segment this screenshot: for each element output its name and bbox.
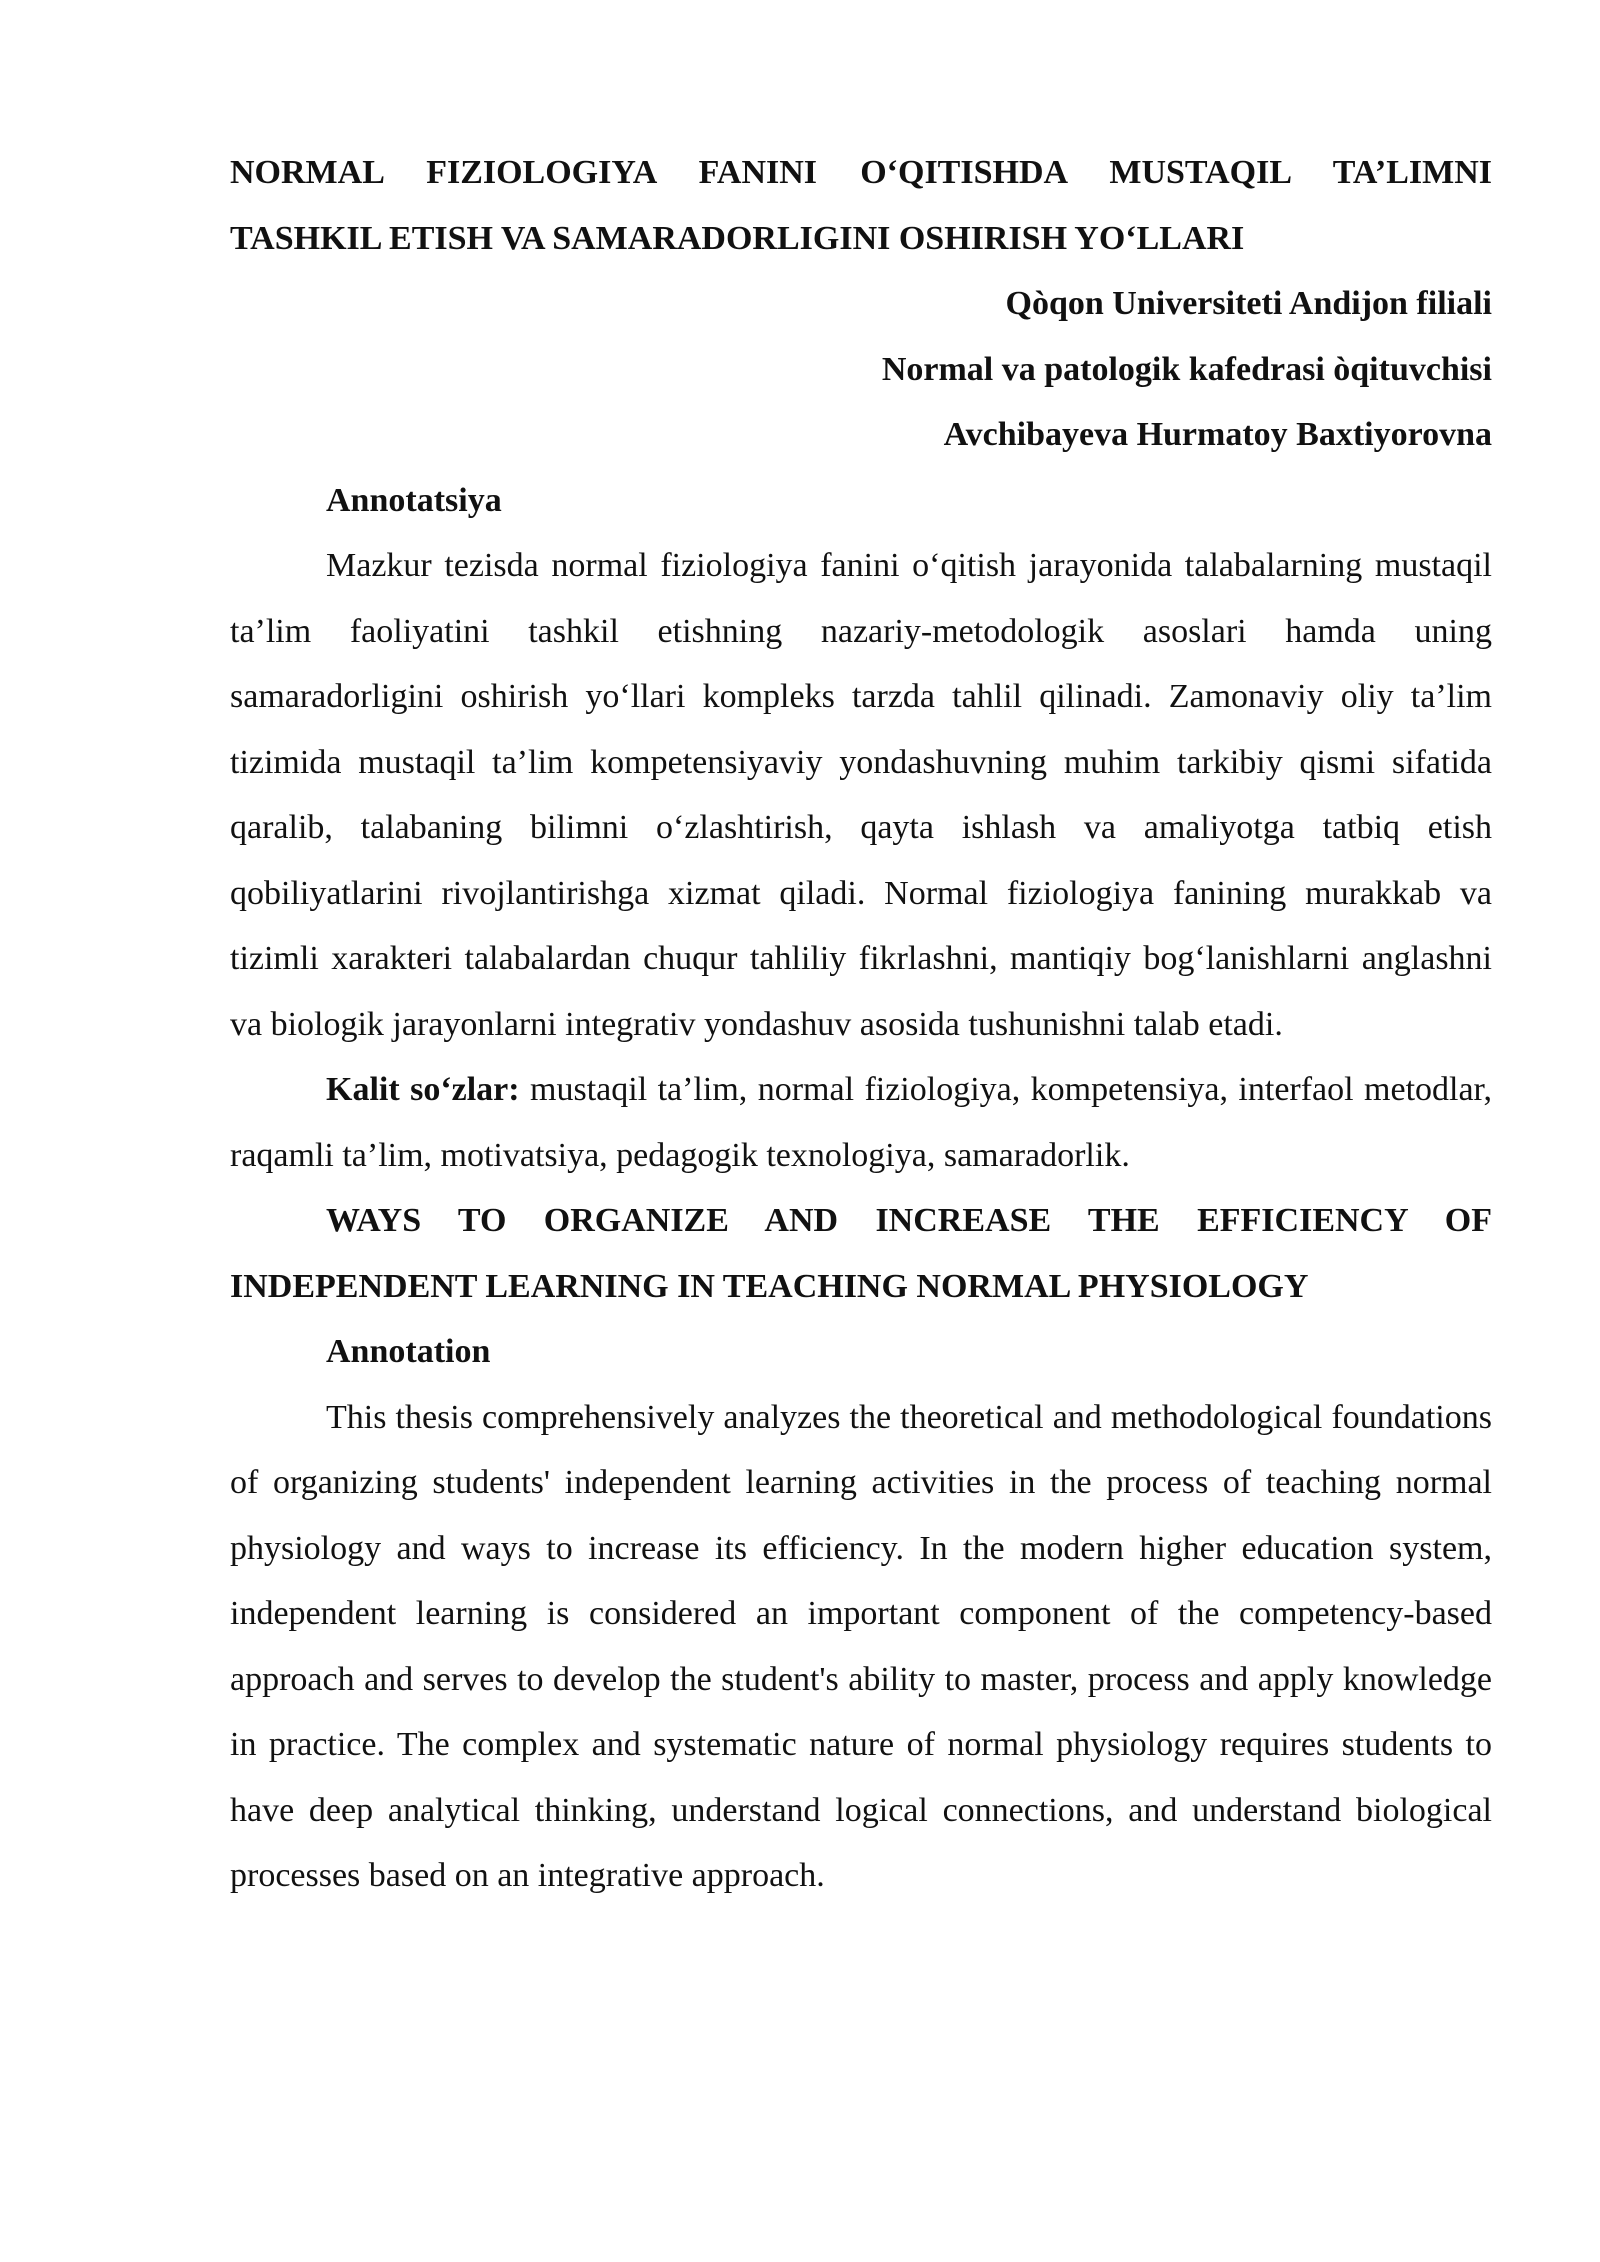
abstract-heading-uz: Annotatsiya: [326, 481, 502, 519]
paper-title-en: WAYS TO ORGANIZE AND INCREASE THE EFFICIENCY OF INDEPENDENT LEARNING IN TEACHING NORMAL PHYSIOLOGY: [230, 1202, 1492, 1305]
abstract-text-en: This thesis comprehensively analyzes the theoretical and methodological foundations of organizing students' independent learning activities in the process of teaching normal physiology and ways to increase its efficiency. In the modern higher education system, independent learning is considered an important component of the competency-based approach and serves to develop the student's ability to master, process and apply knowledge in practice. The complex and systematic nature of normal physiology requires students to have deep analytical thinking, understand logical connections, and understand biological processes based on an integrative approach.: [230, 1398, 1492, 1894]
affiliation-university: Qòqon Universiteti Andijon filiali: [1005, 285, 1492, 322]
paper-title-uz-line-1: NORMAL FIZIOLOGIYA FANINI O‘QITISHDA MUSTAQIL TA’LIMNI: [230, 154, 1492, 191]
paper-title-uz-line-2: TASHKIL ETISH VA SAMARADORLIGINI OSHIRISH YO‘LLARI: [230, 219, 1245, 257]
author-name: Avchibayeva Hurmatoy Baxtiyorovna: [943, 416, 1492, 453]
document-page: [230, 140, 1492, 1909]
keywords-label: Kalit so‘zlar:: [326, 1071, 520, 1108]
abstract-heading-en: Annotation: [326, 1333, 491, 1370]
affiliation-department: Normal va patologik kafedrasi òqituvchisi: [881, 350, 1492, 388]
keywords-paragraph-uz: [230, 1057, 1492, 1188]
keywords-text: mustaqil ta’lim, normal fiziologiya, kompetensiya, interfaol metodlar, raqamli ta’lim, motivatsiya, pedagogik texnologiya, samaradorlik.: [230, 1071, 1493, 1174]
abstract-text-uz: Mazkur tezisda normal fiziologiya fanini o‘qitish jarayonida talabalarning mustaqil ta’lim faoliyatini tashkil etishning nazariy-metodologik asoslari hamda uning samaradorligini oshirish yo‘llari kompleks tarzda tahlil qilinadi. Zamonaviy oliy ta’lim tizimida mustaqil ta’lim kompetensiyaviy yondashuvning muhim tarkibiy qismi sifatida qaralib, talabaning bilimni o‘zlashtirish, qayta ishlash va amaliyotga tatbiq etish qobiliyatlarini rivojlantirishga xizmat qiladi. Normal fiziologiya fanining murakkab va tizimli xarakteri talabalardan chuqur tahliliy fikrlashni, mantiqiy bog‘lanishlarni anglashni va biologik jarayonlarni integrativ yondashuv asosida tushunishni talab etadi.: [230, 547, 1492, 1043]
paper-title-uz: [230, 140, 1492, 271]
